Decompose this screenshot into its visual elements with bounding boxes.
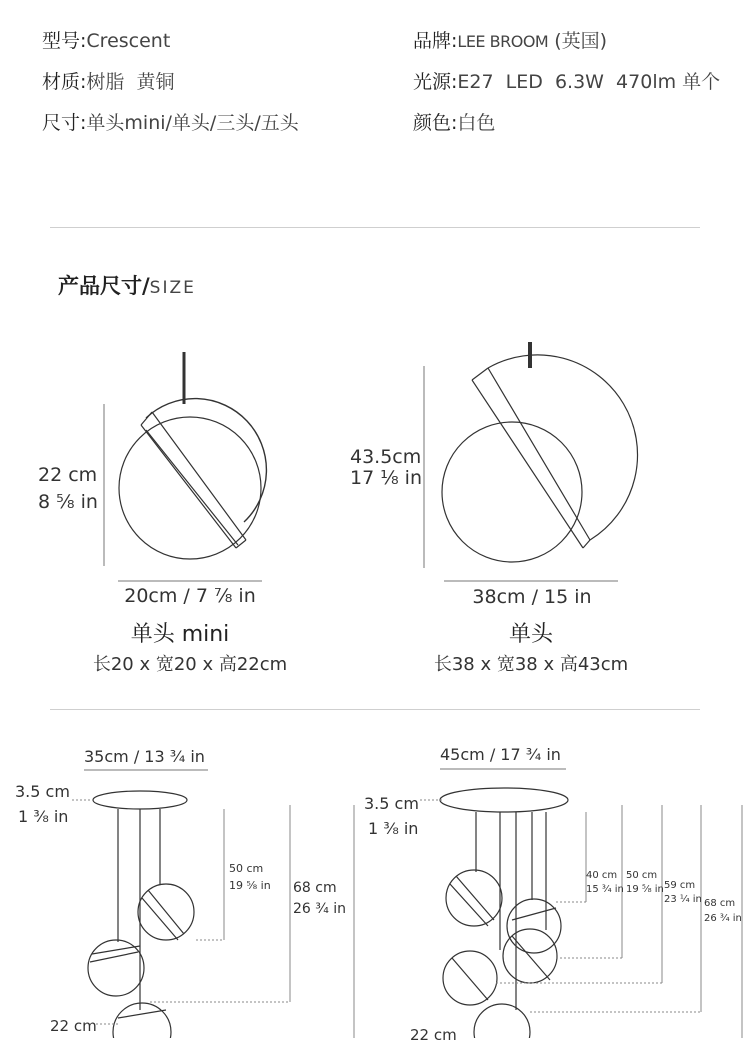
five-drop1-in: 15 ³⁄₄ in [586,884,624,895]
spec-model-value: Crescent [86,30,171,52]
section-title-main: 产品尺寸/ [58,274,150,298]
three-pendant-drawing [72,770,290,1038]
three-canopy-height-cm: 3.5 cm [15,782,70,801]
spec-brand-country: (英国) [554,30,608,52]
mini-height-cm: 22 cm [38,464,98,486]
three-drop2-cm: 68 cm [293,880,337,896]
five-drop2-in: 19 ⁵⁄₈ in [626,884,664,895]
three-drop1-in: 19 ⁵⁄₈ in [229,879,271,892]
single-pendant-drawing [424,342,638,581]
spec-light-value: E27 LED 6.3W 470lm 单个 [457,71,721,93]
single-width: 38cm / 15 in [472,586,592,608]
mini-height-in: 8 ⁵⁄₈ in [38,491,98,513]
five-canopy-width: 45cm / 17 ³⁄₄ in [440,745,561,764]
spec-color-label: 颜色: [413,112,458,134]
three-canopy-width: 35cm / 13 ³⁄₄ in [84,747,205,766]
three-drop2-in: 26 ³⁄₄ in [293,901,347,917]
five-canopy [440,788,568,812]
five-drop3-in: 23 ¹⁄₄ in [664,894,702,905]
three-canopy-height-in: 1 ³⁄₈ in [18,807,69,826]
five-canopy-height-in: 1 ³⁄₈ in [368,819,419,838]
three-canopy [93,791,187,809]
mini-pendant-drawing [104,352,266,581]
mini-model-name: 单头 mini [130,622,230,647]
five-drop2-cm: 50 cm [626,870,658,881]
single-height-cm: 43.5cm [350,446,422,468]
five-canopy-height-cm: 3.5 cm [364,794,419,813]
spec-brand-value: LEE BROOM [457,32,549,51]
divider-middle [50,709,700,710]
mini-dimensions: 长20 x 宽20 x 高22cm [92,654,288,675]
spec-size-value: 单头mini/单头/三头/五头 [86,112,299,134]
mini-width: 20cm / 7 ⁷⁄₈ in [124,585,256,607]
mini-crescent-band [141,412,246,548]
five-drop4-in: 26 ³⁄₄ in [704,913,742,924]
five-drop3-cm: 59 cm [664,880,696,891]
single-height-in: 17 ¹⁄₈ in [350,467,422,489]
spec-size-label: 尺寸: [42,112,87,134]
three-drop1-cm: 50 cm [229,862,264,875]
spec-model-label: 型号: [42,30,87,52]
five-drop4-cm: 68 cm [704,898,736,909]
single-model-name: 单头 [508,622,553,647]
single-dimensions: 长38 x 宽38 x 高43cm [433,654,629,675]
single-crescent-band [472,368,590,548]
spec-material-value: 树脂 黄铜 [86,71,175,93]
three-sphere-cm: 22 cm [50,1017,97,1035]
spec-material-label: 材质: [42,71,87,93]
spec-light-label: 光源: [413,71,458,93]
spec-brand-label: 品牌: [413,30,458,52]
five-sphere-cm: 22 cm [410,1026,457,1044]
section-title-sub: SIZE [149,278,196,298]
five-drop1-cm: 40 cm [586,870,618,881]
spec-color-value: 白色 [457,112,496,134]
